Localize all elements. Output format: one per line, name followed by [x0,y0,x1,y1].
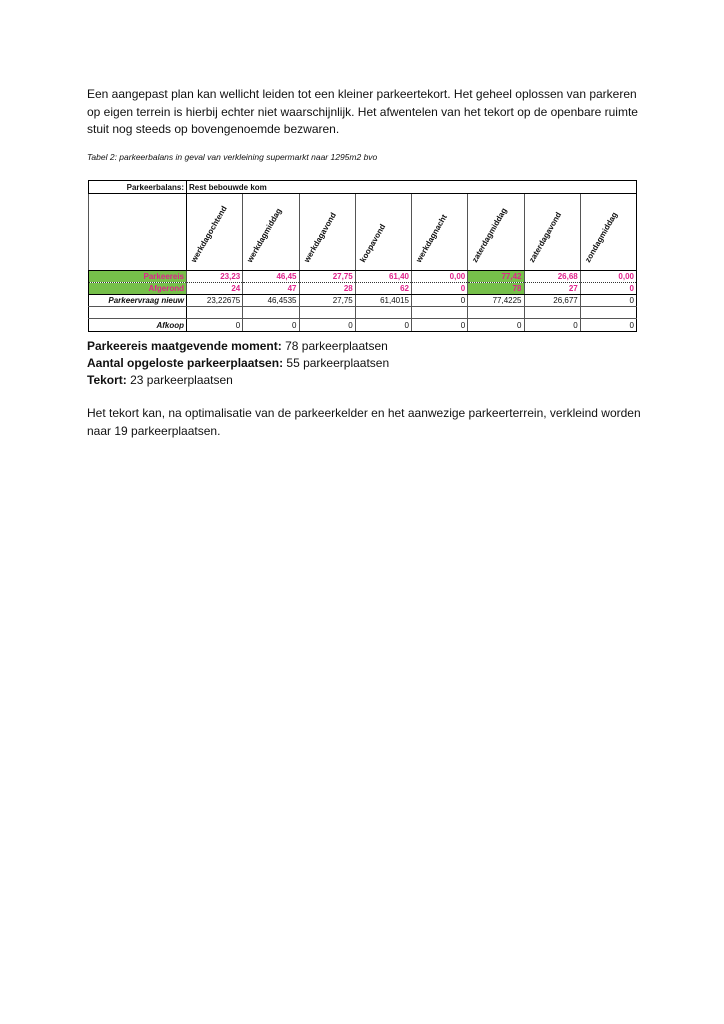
summary-line-maatgevend [87,338,389,355]
header-empty-cell [89,194,187,271]
afgerond-cell-zaterdagmiddag: 78 [468,283,524,295]
summary-line-opgelost [87,355,389,372]
parkeervraag-cell-werkdagavond: 27,75 [299,295,355,307]
afkoop-cell-zondagmiddag: 0 [580,319,636,332]
table-caption: Tabel 2: parkeerbalans in geval van verkleining supermarkt naar 1295m2 bvo [87,152,378,162]
column-header-label: werkdagavond [301,210,338,264]
column-header-label: koopavond [357,222,388,264]
column-header-label: zondagmiddag [582,210,619,264]
empty-cell [580,307,636,319]
parkeervraag-label: Parkeervraag nieuw [89,295,187,307]
column-header-label: werkdagnacht [414,212,449,264]
afkoop-label: Afkoop [89,319,187,332]
column-header-row [89,194,637,271]
empty-cell [524,307,580,319]
empty-cell [299,307,355,319]
parkeereis-cell-koopavond: 61,40 [355,271,411,283]
afgerond-row [89,283,637,295]
parkeereis-cell-werkdagochtend: 23,23 [187,271,243,283]
empty-cell [89,307,187,319]
summary-label-tekort: Tekort: [87,373,127,387]
afgerond-label: Afgerond [89,283,187,295]
summary-label-opgelost: Aantal opgeloste parkeerplaatsen: [87,356,284,370]
parking-balance-table [88,180,637,332]
parkeervraag-cell-zaterdagmiddag: 77,4225 [468,295,524,307]
summary-value-opgelost: 55 parkeerplaatsen [283,356,390,370]
conclusion-paragraph: Het tekort kan, na optimalisatie van de parkeerkelder en het aanwezige parkeerterrein, verkleind worden naar 19 parkeerplaatsen. [87,406,641,438]
summary-label-maatgevend: Parkeereis maatgevende moment: [87,339,282,353]
column-header-label: werkdagochtend [189,204,229,264]
parkeervraag-cell-zaterdagavond: 26,677 [524,295,580,307]
column-header-label: zaterdagavond [526,210,563,264]
parkeereis-row [89,271,637,283]
title-label: Parkeerbalans: [89,181,187,194]
summary-line-tekort [87,372,389,389]
parkeereis-cell-werkdagmiddag: 46,45 [243,271,299,283]
column-header-werkdagmiddag [243,194,299,271]
parkeervraag-cell-werkdagmiddag: 46,4535 [243,295,299,307]
parkeereis-cell-werkdagavond: 27,75 [299,271,355,283]
summary-block [87,338,389,389]
parkeereis-label: Parkeereis [89,271,187,283]
column-header-label: zaterdagmiddag [470,206,509,264]
parkeervraag-cell-koopavond: 61,4015 [355,295,411,307]
afgerond-cell-werkdagnacht: 0 [412,283,468,295]
parkeereis-cell-werkdagnacht: 0,00 [412,271,468,283]
table-title-row [89,181,637,194]
empty-cell [468,307,524,319]
afkoop-row [89,319,637,332]
afgerond-cell-koopavond: 62 [355,283,411,295]
afkoop-cell-werkdagmiddag: 0 [243,319,299,332]
empty-row [89,307,637,319]
afgerond-cell-zondagmiddag: 0 [580,283,636,295]
parkeereis-cell-zaterdagmiddag: 77,42 [468,271,524,283]
title-value: Rest bebouwde kom [187,181,637,194]
column-header-zondagmiddag [580,194,636,271]
empty-cell [243,307,299,319]
column-header-koopavond [355,194,411,271]
summary-value-maatgevend: 78 parkeerplaatsen [281,339,388,353]
afkoop-cell-werkdagnacht: 0 [412,319,468,332]
column-header-werkdagavond [299,194,355,271]
column-header-werkdagnacht [412,194,468,271]
empty-cell [187,307,243,319]
parkeereis-cell-zaterdagavond: 26,68 [524,271,580,283]
afkoop-cell-werkdagochtend: 0 [187,319,243,332]
parkeervraag-cell-zondagmiddag: 0 [580,295,636,307]
afkoop-cell-koopavond: 0 [355,319,411,332]
afkoop-cell-zaterdagavond: 0 [524,319,580,332]
parkeereis-cell-zondagmiddag: 0,00 [580,271,636,283]
afgerond-cell-werkdagmiddag: 47 [243,283,299,295]
afgerond-cell-werkdagavond: 28 [299,283,355,295]
parkeervraag-cell-werkdagnacht: 0 [412,295,468,307]
afgerond-cell-zaterdagavond: 27 [524,283,580,295]
column-header-zaterdagmiddag [468,194,524,271]
parkeervraag-cell-werkdagochtend: 23,22675 [187,295,243,307]
column-header-label: werkdagmiddag [245,206,284,264]
parkeervraag-row [89,295,637,307]
afgerond-cell-werkdagochtend: 24 [187,283,243,295]
afkoop-cell-werkdagavond: 0 [299,319,355,332]
empty-cell [412,307,468,319]
empty-cell [355,307,411,319]
column-header-zaterdagavond [524,194,580,271]
intro-paragraph: Een aangepast plan kan wellicht leiden tot een kleiner parkeertekort. Het geheel oplossen van parkeren op eigen terrein is hierbij echter niet waarschijnlijk. Het afwentelen van het tekort op de openbare ruimte stuit nog steeds op bovengenoemde bezwaren. [87,87,638,136]
summary-value-tekort: 23 parkeerplaatsen [126,373,233,387]
column-header-werkdagochtend [187,194,243,271]
afkoop-cell-zaterdagmiddag: 0 [468,319,524,332]
